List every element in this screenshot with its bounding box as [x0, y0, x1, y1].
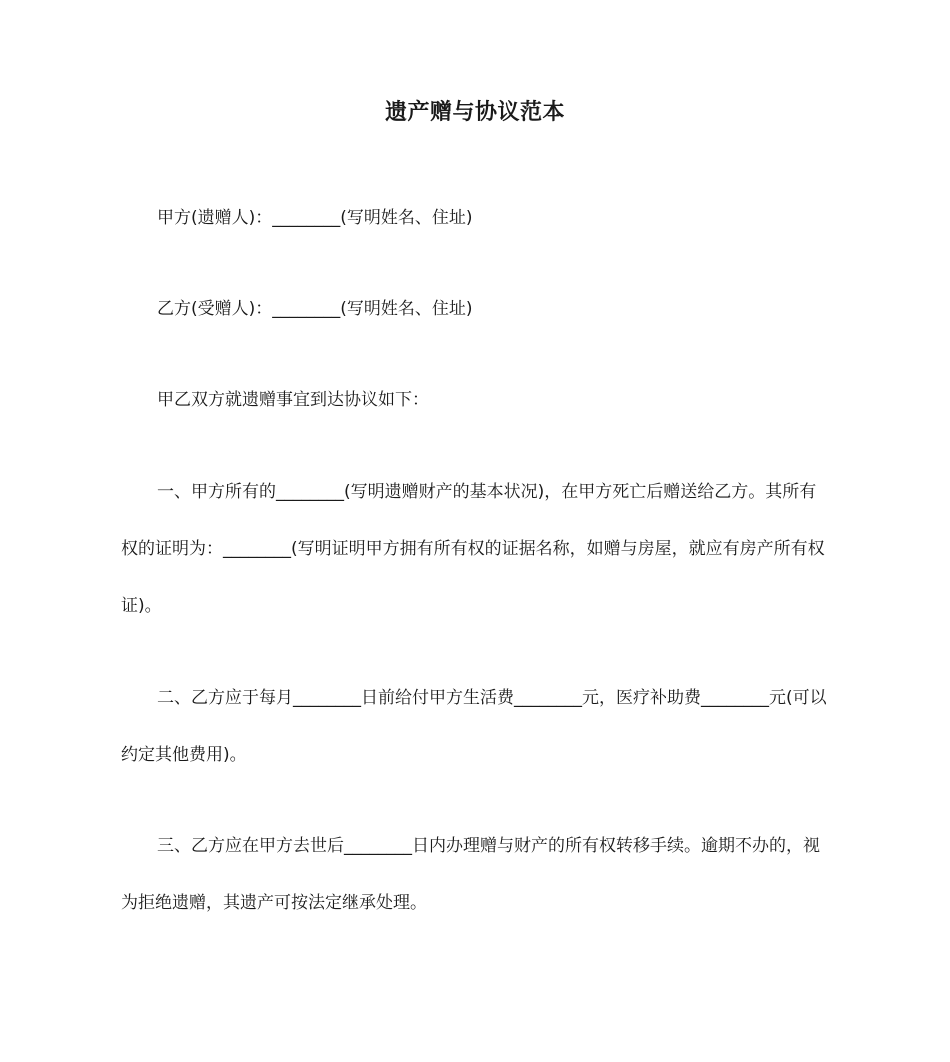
clause-three: 三、乙方应在甲方去世后________日内办理赠与财产的所有权转移手续。逾期不办的，视为拒绝遗赠，其遗产可按法定继承处理。	[121, 836, 820, 913]
agreement-intro: 甲乙双方就遗赠事宜到达协议如下：	[157, 390, 429, 410]
document-title: 遗产赠与协议范本	[384, 100, 565, 125]
party-a-line: 甲方(遗赠人)：________(写明姓名、住址)	[157, 208, 473, 228]
party-b-line: 乙方(受赠人)：________(写明姓名、住址)	[157, 299, 473, 319]
clause-two: 二、乙方应于每月________日前给付甲方生活费________元，医疗补助费________元(可以约定其他费用)。	[121, 688, 827, 765]
clause-one: 一、甲方所有的________(写明遗赠财产的基本状况)，在甲方死亡后赠送给乙方。其所有权的证明为：________(写明证明甲方拥有所有权的证据名称，如赠与房屋，就应有房产所有权证)。	[121, 482, 825, 616]
